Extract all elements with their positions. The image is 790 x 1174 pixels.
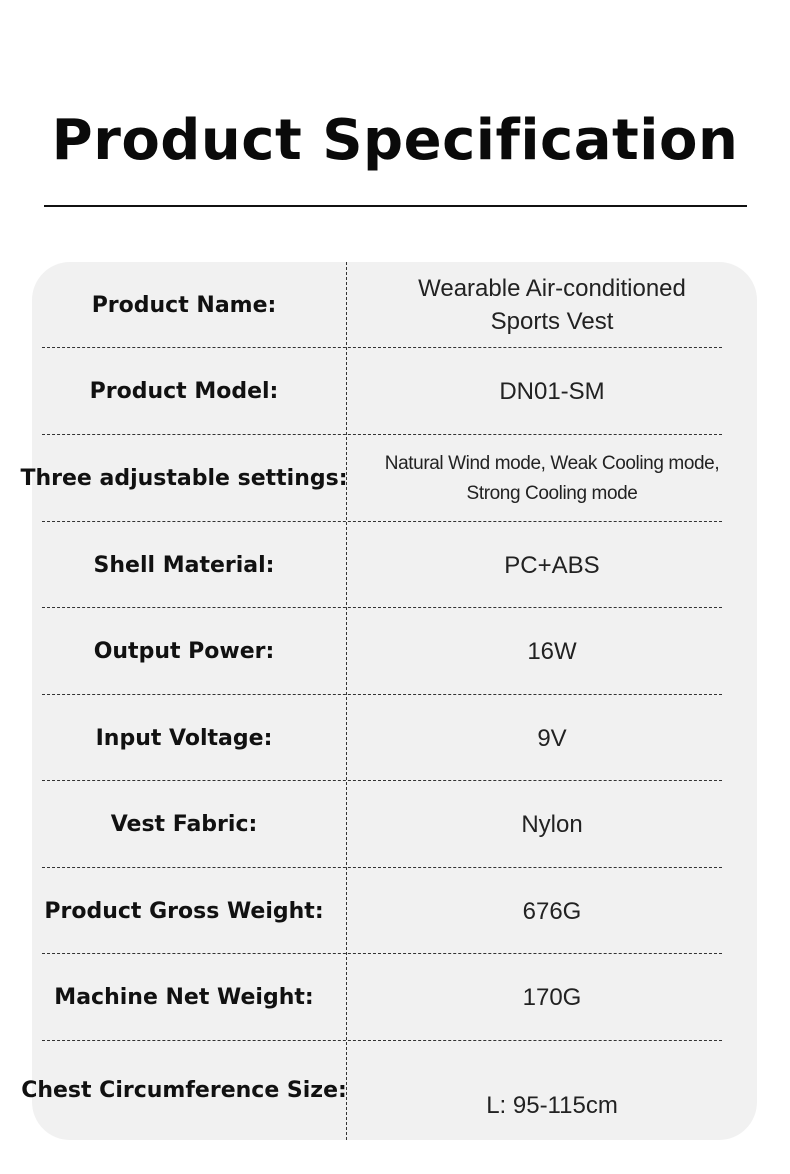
spec-value-line: Wearable Air-conditioned bbox=[418, 275, 686, 302]
spec-value bbox=[346, 695, 758, 781]
spec-row-vest-fabric bbox=[42, 781, 722, 868]
spec-value-line: Nylon bbox=[521, 811, 583, 838]
spec-label: Product Name: bbox=[91, 292, 277, 318]
spec-label: Product Model: bbox=[89, 379, 279, 404]
spec-value bbox=[346, 435, 758, 522]
spec-value bbox=[346, 868, 758, 954]
spec-row-settings bbox=[20, 435, 722, 522]
spec-value-line: Sports Vest bbox=[490, 308, 614, 335]
spec-label: Machine Net Weight: bbox=[54, 985, 314, 1010]
spec-value-line: L: 95-115cm bbox=[486, 1092, 618, 1119]
spec-row-chest-size bbox=[21, 1041, 722, 1140]
spec-label: Product Gross Weight: bbox=[44, 898, 324, 924]
spec-value-line: Natural Wind mode, Weak Cooling mode, bbox=[384, 452, 720, 474]
spec-value bbox=[346, 348, 758, 435]
spec-value-line: 16W bbox=[527, 638, 577, 665]
spec-label: Vest Fabric: bbox=[110, 812, 258, 837]
page-title: Product Specification bbox=[51, 108, 739, 173]
spec-value bbox=[346, 262, 758, 348]
spec-value-line: 9V bbox=[537, 724, 567, 752]
spec-value bbox=[346, 608, 758, 695]
spec-label: Output Power: bbox=[93, 639, 275, 664]
spec-value bbox=[346, 781, 758, 868]
spec-value bbox=[346, 1041, 758, 1140]
spec-value bbox=[346, 522, 758, 608]
spec-label: Shell Material: bbox=[93, 552, 275, 578]
spec-value bbox=[346, 954, 758, 1041]
spec-value-line: DN01-SM bbox=[499, 378, 605, 405]
spec-row-product-model bbox=[42, 348, 722, 435]
spec-row-net-weight bbox=[42, 954, 722, 1041]
spec-value-line: 170G bbox=[522, 984, 582, 1011]
spec-row-gross-weight bbox=[42, 868, 722, 954]
spec-value-line: 676G bbox=[522, 897, 582, 925]
spec-row-input-voltage bbox=[42, 695, 722, 781]
spec-label: Chest Circumference Size: bbox=[21, 1078, 347, 1103]
spec-label: Input Voltage: bbox=[95, 725, 273, 751]
spec-row-shell-material bbox=[42, 522, 722, 608]
spec-value-line: PC+ABS bbox=[504, 551, 600, 579]
spec-value-line: Strong Cooling mode bbox=[466, 482, 638, 504]
title-underline bbox=[44, 205, 747, 207]
spec-row-product-name bbox=[42, 262, 722, 348]
spec-label: Three adjustable settings: bbox=[20, 466, 348, 491]
spec-row-output-power bbox=[42, 608, 722, 695]
